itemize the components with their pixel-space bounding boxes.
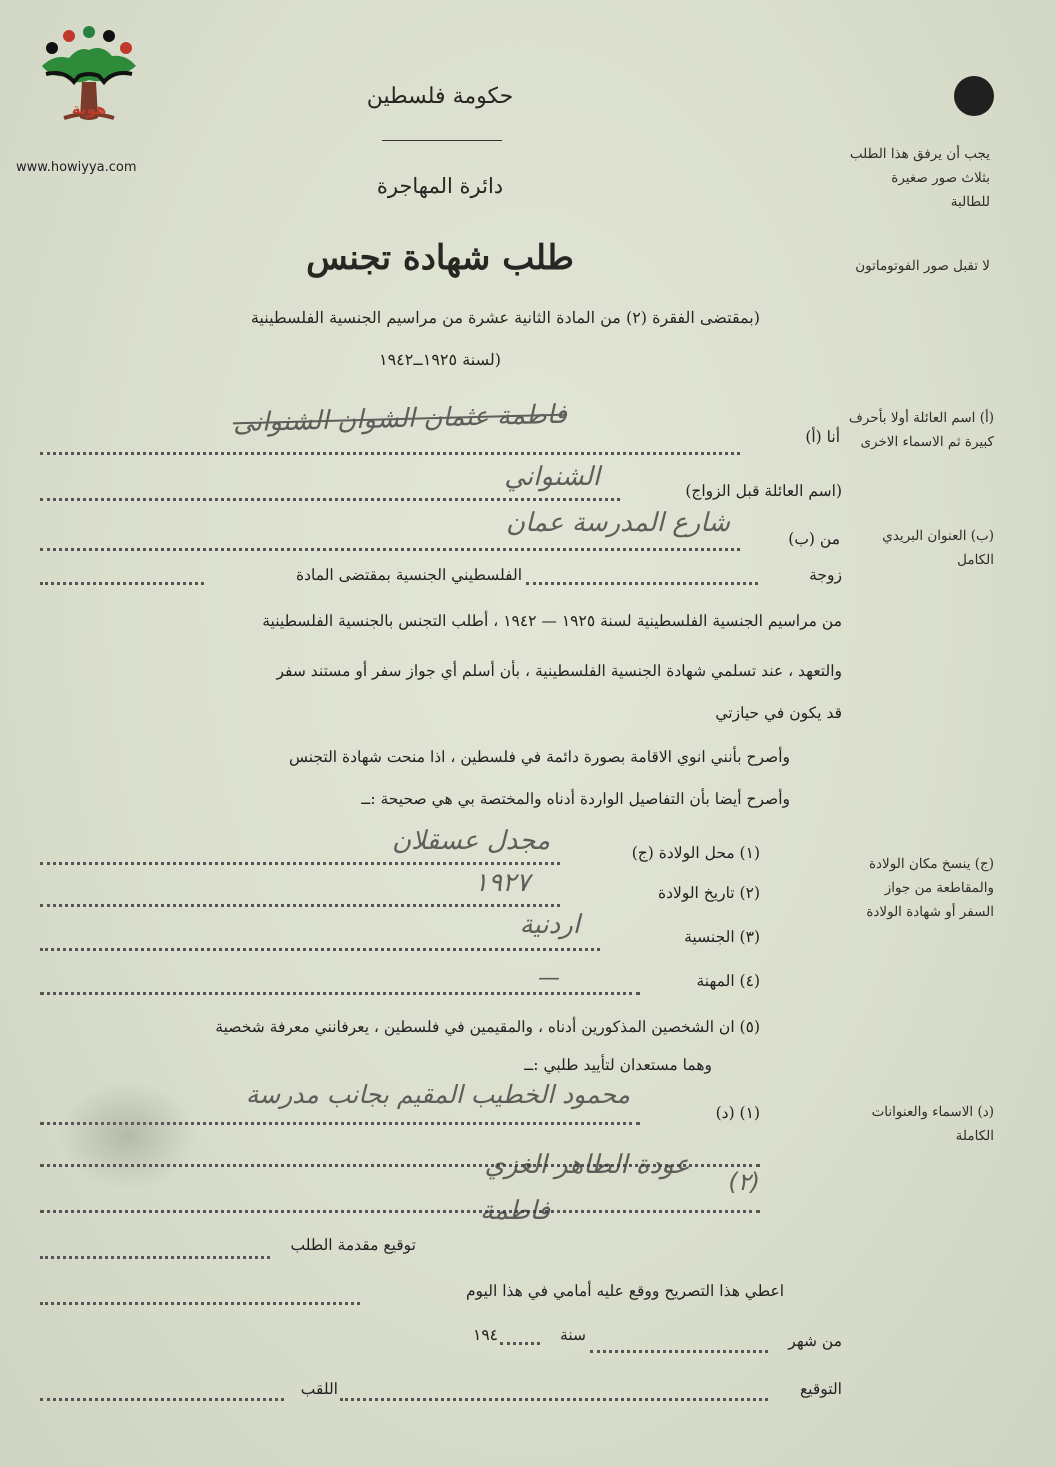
- declaration: اعطي هذا التصريح ووقع عليه أمامي في هذا اليوم: [465, 1282, 784, 1300]
- note-a: (أ) اسم العائلة أولا بأحرف كبيرة ثم الاسماء الاخرى: [848, 410, 994, 450]
- howiyya-logo: [34, 26, 144, 146]
- applicant-signature: فاطمة: [479, 1196, 550, 1226]
- paragraph-1: من مراسيم الجنسية الفلسطينية لسنة ١٩٢٥ — ١٩٤٢ ، أطلب التجنس بالجنسية الفلسطينية: [262, 612, 842, 630]
- from-handwritten: شارع المدرسة عمان: [506, 508, 730, 538]
- item2-label: (٢) تاريخ الولادة: [657, 884, 760, 902]
- stamp-smudge: [58, 1080, 198, 1190]
- paragraph-3: قد يكون في حيازتي: [715, 704, 842, 722]
- ana-handwritten-text: فاطمة عثمان الشوان الشنوانى: [232, 399, 568, 439]
- witness1-label: (١) (د): [715, 1104, 760, 1122]
- item1-handwritten: مجدل عسقلان: [392, 826, 550, 856]
- paragraph-4: وأصرح بأنني انوي الاقامة بصورة دائمة في فلسطين ، اذا منحت شهادة التجنس: [288, 748, 790, 766]
- witness2-handwritten: عودة الطاهر الغزي: [484, 1150, 690, 1180]
- maiden-dots: [40, 498, 620, 501]
- photo-requirement-note: يجب أن يرفق هذا الطلب بثلاث صور صغيرة للطالبة: [849, 146, 990, 210]
- tree-icon: [34, 26, 144, 146]
- sign-dots: [340, 1398, 768, 1401]
- maiden-name-label: (اسم العائلة قبل الزواج): [685, 482, 842, 500]
- ana-label: أنا (أ): [805, 428, 840, 446]
- item3-handwritten: اردنية: [519, 910, 580, 940]
- year-value: ١٩٤: [473, 1326, 498, 1344]
- item3-label: (٣) الجنسية: [684, 928, 760, 946]
- from-dots: [40, 548, 740, 551]
- title-dots: [40, 1398, 284, 1401]
- logo-site-url: www.howiyya.com: [16, 160, 137, 175]
- witness2-dots-2: [40, 1210, 760, 1213]
- item1-dots: [40, 862, 560, 865]
- logo-wordmark: هوية: [71, 100, 107, 118]
- month-dots: [590, 1350, 768, 1353]
- witness1-handwritten: محمود الخطيب المقيم بجانب مدرسة: [245, 1080, 630, 1109]
- item5-line1: (٥) ان الشخصين المذكورين أدناه ، والمقيمين في فلسطين ، يعرفانني معرفة شخصية: [215, 1018, 760, 1036]
- ana-dots: [40, 452, 740, 455]
- sign-label: التوقيع: [799, 1380, 842, 1398]
- department-title: دائرة المهاجرة: [376, 174, 504, 198]
- punch-hole: [954, 76, 994, 116]
- form-subtitle: (بمقتضى الفقرة (٢) من المادة الثانية عشرة من مراسيم الجنسية الفلسطينية: [250, 308, 760, 327]
- maiden-handwritten: الشنواني: [504, 462, 600, 492]
- government-header: حكومة فلسطين: [366, 84, 514, 109]
- note-d: (د) الاسماء والعنوانات الكاملة: [871, 1104, 994, 1144]
- signature-label: توقيع مقدمة الطلب: [290, 1236, 416, 1254]
- photomaton-note: لا تقبل صور الفوتوماتون: [855, 258, 990, 274]
- item5-line2: وهما مستعدان لتأييد طلبي :ــ: [524, 1056, 712, 1074]
- wife-dots-1: [526, 582, 758, 585]
- wife-text: الفلسطيني الجنسية بمقتضى المادة: [295, 566, 522, 584]
- from-label: من (ب): [788, 530, 840, 548]
- item4-handwritten: —: [538, 966, 560, 991]
- note-c: (ج) ينسخ مكان الولادة والمقاطعة من جواز السفر أو شهادة الولادة: [866, 856, 994, 920]
- declaration-dots: [40, 1302, 360, 1305]
- month-label: من شهر: [788, 1332, 842, 1350]
- form-years: لسنة ١٩٢٥ــ١٩٤٢): [378, 350, 501, 369]
- note-b: (ب) العنوان البريدي الكامل: [882, 528, 994, 568]
- header-rule: [382, 140, 502, 141]
- item2-dots: [40, 904, 560, 907]
- item2-handwritten: ١٩٢٧: [474, 868, 530, 898]
- title-label: اللقب: [300, 1380, 338, 1398]
- item4-dots: [40, 992, 640, 995]
- paragraph-2: والتعهد ، عند تسلمي شهادة الجنسية الفلسطينية ، بأن أسلم أي جواز سفر أو مستند سفر: [276, 662, 842, 680]
- ana-handwritten: [110, 396, 691, 441]
- signature-dots: [40, 1256, 270, 1259]
- item1-label: (١) محل الولادة (ج): [631, 844, 760, 862]
- year-dots: [500, 1342, 540, 1345]
- form-title: طلب شهادة تجنس: [306, 238, 574, 278]
- wife-dots-2: [40, 582, 204, 585]
- paragraph-5: وأصرح أيضا بأن التفاصيل الواردة أدناه والمختصة بي هي صحيحة :ــ: [361, 790, 790, 808]
- wife-label: زوجة: [809, 566, 842, 584]
- item4-label: (٤) المهنة: [696, 972, 760, 990]
- item3-dots: [40, 948, 600, 951]
- year-label: سنة: [560, 1326, 586, 1344]
- witness2-label: (٢): [728, 1168, 760, 1196]
